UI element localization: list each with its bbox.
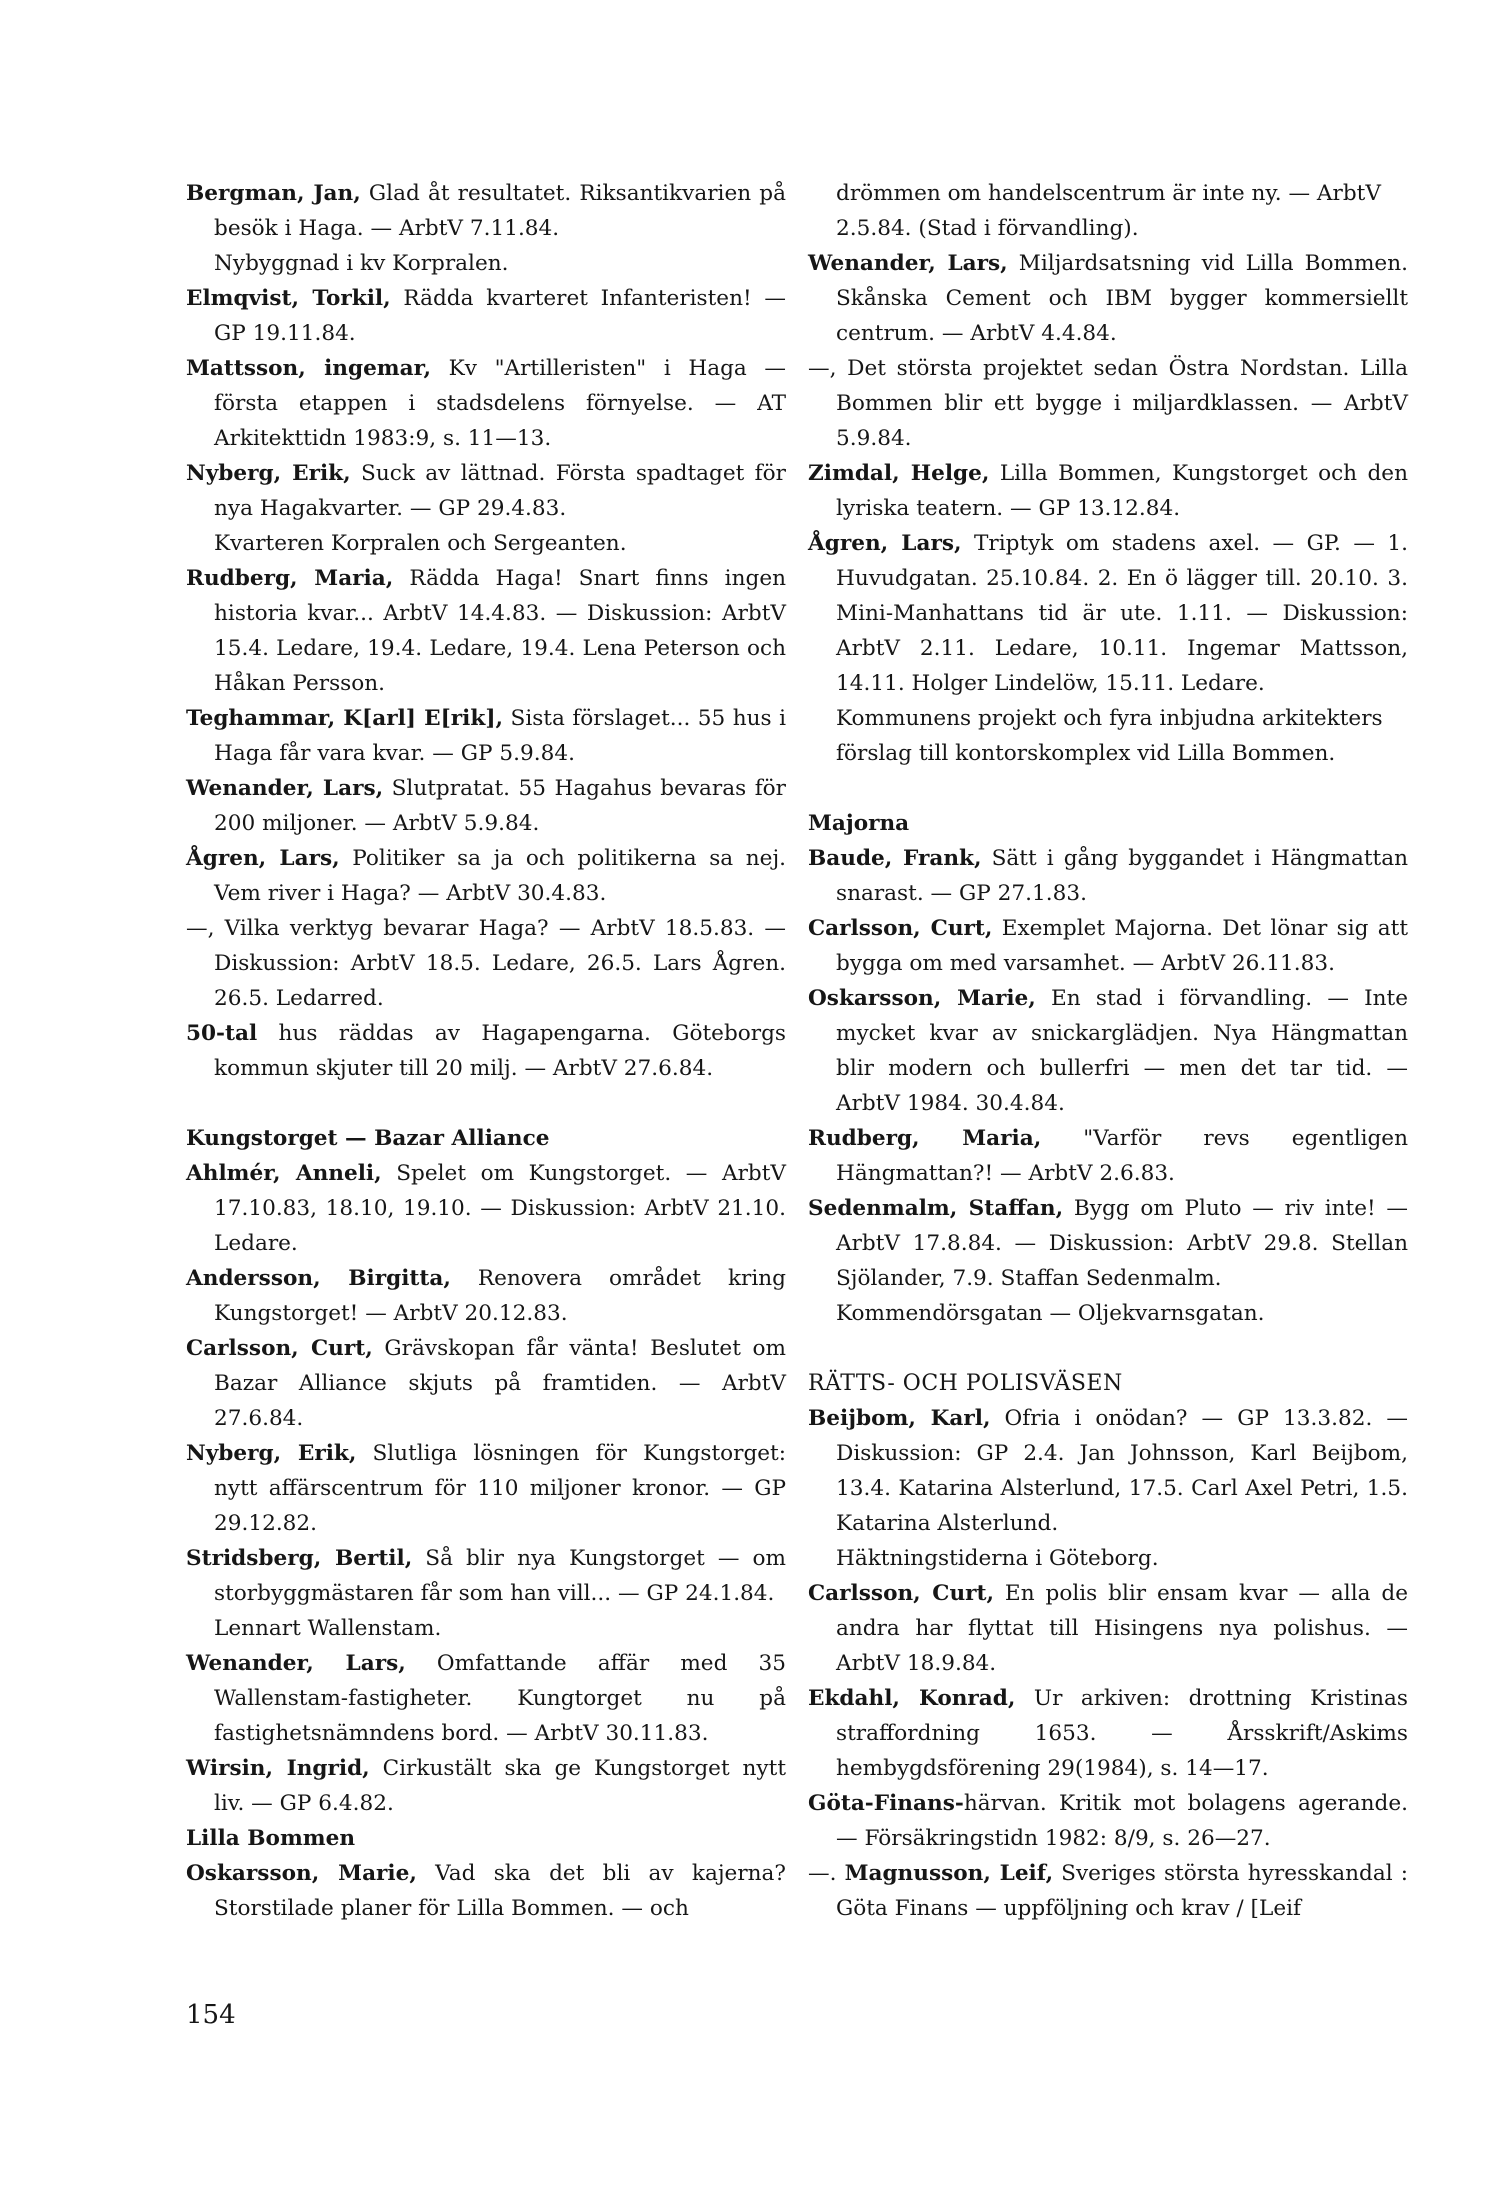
bibliography-entry	[808, 1401, 1408, 1541]
bibliography-entry	[186, 841, 786, 911]
entry-author: Nyberg, Erik,	[186, 1441, 357, 1466]
entry-text: Spelet om Kungstorget. — ArbtV 17.10.83, 18.10, 19.10. — Diskussion: ArbtV 21.10. Ledare.	[214, 1161, 786, 1256]
entry-text: Sista förslaget... 55 hus i Haga får vara kvar. — GP 5.9.84.	[214, 706, 786, 766]
entry-text: härvan. Kritik mot bolagens agerande. — Försäkringstidn 1982: 8/9, s. 26—27.	[836, 1791, 1408, 1851]
entry-author: Elmqvist, Torkil,	[186, 286, 391, 311]
entry-author: Stridsberg, Bertil,	[186, 1546, 413, 1571]
entry-author: Mattsson, ingemar,	[186, 356, 431, 381]
bibliography-entry	[186, 771, 786, 841]
entry-author: Nyberg, Erik,	[186, 461, 351, 486]
entry-text: Rädda kvarteret Infanteristen! — GP 19.11.84.	[214, 286, 786, 346]
bibliography-entry	[808, 246, 1408, 351]
bibliography-entry	[186, 456, 786, 526]
entry-author: Beijbom, Karl,	[808, 1406, 991, 1431]
entry-text: Triptyk om stadens axel. — GP. — 1. Huvudgatan. 25.10.84. 2. En ö lägger till. 20.10. 3. Mini-Manhattans tid är ute. 1.11. — Diskussion: ArbtV 2.11. Ledare, 10.11. Ingemar Mattsson, 14.11. Holger Lindelöw, 15.11. Ledare.	[836, 531, 1408, 696]
entry-author: Zimdal, Helge,	[808, 461, 990, 486]
entry-author: Baude, Frank,	[808, 846, 982, 871]
section-title-ratts-och-polisvasen: RÄTTS- OCH POLISVÄSEN	[808, 1371, 1123, 1396]
entry-author: Göta-Finans-	[808, 1791, 964, 1816]
entry-note: Lennart Wallenstam.	[214, 1616, 442, 1641]
entry-text: Lilla Bommen, Kungstorget och den lyriska teatern. — GP 13.12.84.	[836, 461, 1408, 521]
bibliography-entry	[808, 911, 1408, 981]
entry-author: Bergman, Jan,	[186, 181, 361, 206]
entry-author: Ågren, Lars,	[186, 846, 340, 871]
bibliography-entry	[808, 456, 1408, 526]
bibliography-entry	[186, 1751, 786, 1821]
entry-text: Sätt i gång byggandet i Hängmattan snarast. — GP 27.1.83.	[836, 846, 1408, 906]
entry-author: Wenander, Lars,	[186, 1651, 406, 1676]
bibliography-entry	[186, 1156, 786, 1261]
entry-text: —, Vilka verktyg bevarar Haga? — ArbtV 18.5.83. — Diskussion: ArbtV 18.5. Ledare, 26.5. Lars Ågren. 26.5. Ledarred.	[186, 916, 786, 1011]
bibliography-entry	[186, 701, 786, 771]
section-heading-kungstorget: Kungstorget — Bazar Alliance	[186, 1126, 550, 1151]
entry-text: Omfattande affär med 35 Wallenstam-fastigheter. Kungtorget nu på fastighetsnämndens bord. — ArbtV 30.11.83.	[214, 1651, 786, 1746]
entry-author: Carlsson, Curt,	[186, 1336, 373, 1361]
page-number: 154	[186, 2000, 236, 2030]
entry-text: hus räddas av Hagapengarna. Göteborgs kommun skjuter till 20 milj. — ArbtV 27.6.84.	[214, 1021, 786, 1081]
entry-text: Ofria i onödan? — GP 13.3.82. — Diskussion: GP 2.4. Jan Johnsson, Karl Beijbom, 13.4. Katarina Alsterlund, 17.5. Carl Axel Petri, 1.5. Katarina Alsterlund.	[836, 1406, 1409, 1536]
entry-text: Slutpratat. 55 Hagahus bevaras för 200 miljoner. — ArbtV 5.9.84.	[214, 776, 787, 836]
entry-author: Wenander, Lars,	[186, 776, 384, 801]
entry-note: Häktningstiderna i Göteborg.	[836, 1546, 1159, 1571]
entry-text: Exemplet Majorna. Det lönar sig att bygga om med varsamhet. — ArbtV 26.11.83.	[836, 916, 1408, 976]
entry-author: Ågren, Lars,	[808, 531, 962, 556]
entry-text: Slutliga lösningen för Kungstorget: nytt affärscentrum för 110 miljoner kronor. — GP 29.12.82.	[214, 1441, 787, 1536]
entry-text: —, Det största projektet sedan Östra Nordstan. Lilla Bommen blir ett bygge i miljardklassen. — ArbtV 5.9.84.	[808, 356, 1408, 451]
bibliography-entry	[186, 1856, 786, 1926]
bibliography-entry	[808, 1856, 1408, 1926]
bibliography-entry	[186, 1646, 786, 1751]
entry-author: Rudberg, Maria,	[186, 566, 394, 591]
entry-author: 50-tal	[186, 1021, 258, 1046]
entry-author: Rudberg, Maria,	[808, 1126, 1042, 1151]
entry-lead: —.	[808, 1861, 845, 1886]
bibliography-entry	[808, 981, 1408, 1121]
entry-text: Politiker sa ja och politikerna sa nej. Vem river i Haga? — ArbtV 30.4.83.	[214, 846, 786, 906]
bibliography-entry	[808, 1786, 1408, 1856]
bibliography-entry	[186, 561, 786, 701]
entry-text: Bygg om Pluto — riv inte! — ArbtV 17.8.84. — Diskussion: ArbtV 29.8. Stellan Sjölander, 7.9. Staffan Sedenmalm.	[836, 1196, 1408, 1291]
bibliography-entry	[808, 841, 1408, 911]
entry-text: Så blir nya Kungstorget — om storbyggmästaren får som han vill... — GP 24.1.84.	[214, 1546, 786, 1606]
entry-author: Carlsson, Curt,	[808, 916, 993, 941]
bibliography-entry	[186, 281, 786, 351]
bibliography-entry	[808, 526, 1408, 701]
bibliography-entry	[186, 351, 786, 456]
entry-author: Andersson, Birgitta,	[186, 1266, 451, 1291]
entry-author: Ahlmér, Anneli,	[186, 1161, 382, 1186]
entry-text: Kv "Artilleristen" i Haga — första etappen i stadsdelens förnyelse. — AT Arkitekttidn 1983:9, s. 11—13.	[214, 356, 786, 451]
entry-author: Wenander, Lars,	[808, 251, 1008, 276]
bibliography-entry	[186, 1016, 786, 1086]
bibliography-entry	[808, 1576, 1408, 1681]
bibliography-entry	[186, 911, 786, 1016]
entry-text: Miljardsatsning vid Lilla Bommen. Skånska Cement och IBM bygger kommersiellt centrum. — ArbtV 4.4.84.	[836, 251, 1408, 346]
entry-author: Carlsson, Curt,	[808, 1581, 995, 1606]
entry-note: Kommunens projekt och fyra inbjudna arkitekters förslag till kontorskomplex vid Lilla Bommen.	[836, 706, 1383, 766]
entry-author: Ekdahl, Konrad,	[808, 1686, 1016, 1711]
entry-text: Ur arkiven: drottning Kristinas straffordning 1653. — Årsskrift/Askims hembygdsförening 29(1984), s. 14—17.	[836, 1686, 1408, 1781]
entry-text: Suck av lättnad. Första spadtaget för nya Hagakvarter. — GP 29.4.83.	[214, 461, 786, 521]
entry-author: Sedenmalm, Staffan,	[808, 1196, 1064, 1221]
entry-author: Oskarsson, Marie,	[808, 986, 1036, 1011]
bibliography-entry	[808, 1191, 1408, 1296]
entry-text: Vad ska det bli av kajerna? Storstilade planer för Lilla Bommen. — och	[214, 1861, 787, 1921]
entry-note: Kvarteren Korpralen och Sergeanten.	[214, 531, 627, 556]
entry-text: "Varför revs egentligen Hängmattan?! — ArbtV 2.6.83.	[836, 1126, 1408, 1186]
entry-note: Kommendörsgatan — Oljekvarnsgatan.	[836, 1301, 1265, 1326]
entry-text: En polis blir ensam kvar — alla de andra har flyttat till Hisingens nya polishus. — ArbtV 18.9.84.	[836, 1581, 1408, 1676]
entry-text: Glad åt resultatet. Riksantikvarien på besök i Haga. — ArbtV 7.11.84.	[214, 181, 786, 241]
section-heading-majorna: Majorna	[808, 811, 910, 836]
section-heading-lilla-bommen: Lilla Bommen	[186, 1826, 356, 1851]
bibliography-entry	[808, 1681, 1408, 1786]
bibliography-entry	[808, 1121, 1408, 1191]
entry-note: Nybyggnad i kv Korpralen.	[214, 251, 509, 276]
entry-text: Grävskopan får vänta! Beslutet om Bazar Alliance skjuts på framtiden. — ArbtV 27.6.84.	[214, 1336, 786, 1431]
entry-text: Renovera området kring Kungstorget! — ArbtV 20.12.83.	[214, 1266, 786, 1326]
bibliography-entry	[186, 1331, 786, 1436]
entry-author: Wirsin, Ingrid,	[186, 1756, 370, 1781]
entry-text: Cirkustält ska ge Kungstorget nytt liv. — GP 6.4.82.	[214, 1756, 786, 1816]
entry-text: Sveriges största hyresskandal : Göta Finans — uppföljning och krav / [Leif	[836, 1861, 1408, 1921]
entry-continuation: drömmen om handelscentrum är inte ny. — ArbtV 2.5.84. (Stad i förvandling).	[836, 181, 1381, 241]
entry-text: Rädda Haga! Snart finns ingen historia kvar... ArbtV 14.4.83. — Diskussion: ArbtV 15.4. Ledare, 19.4. Ledare, 19.4. Lena Peterson och Håkan Persson.	[214, 566, 787, 696]
bibliography-entry	[186, 1541, 786, 1611]
right-column	[808, 176, 1408, 1926]
left-column	[186, 176, 786, 1926]
bibliography-entry	[186, 1436, 786, 1541]
entry-author: Magnusson, Leif,	[844, 1861, 1054, 1886]
entry-author: Teghammar, K[arl] E[rik],	[186, 706, 504, 731]
bibliography-entry	[186, 176, 786, 246]
entry-author: Oskarsson, Marie,	[186, 1861, 417, 1886]
entry-text: En stad i förvandling. — Inte mycket kvar av snickarglädjen. Nya Hängmattan blir modern och bullerfri — men det tar tid. — ArbtV 1984. 30.4.84.	[836, 986, 1408, 1116]
bibliography-entry	[186, 1261, 786, 1331]
bibliography-entry	[808, 351, 1408, 456]
